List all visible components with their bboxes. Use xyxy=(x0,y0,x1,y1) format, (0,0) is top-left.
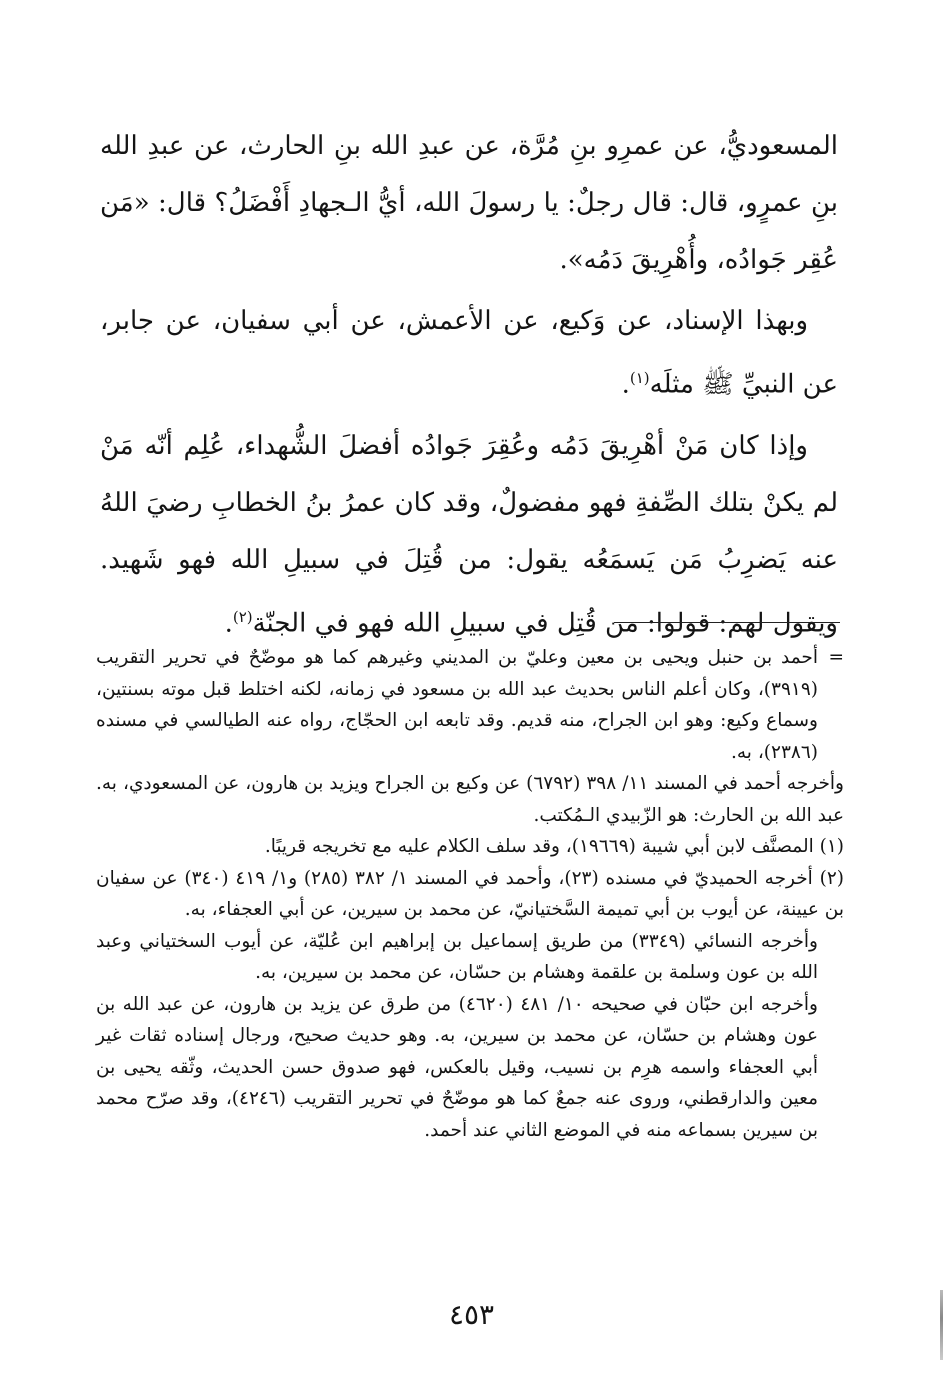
footnote-2-continuation-text: وأخرجه النسائي (٣٣٤٩) من طريق إسماعيل بن إبراهيم ابن عُليّة، عن أيوب السختياني وعبد الله بن عون وسلمة بن علقمة وهشام بن حسّان، عن محمد بن سيرين، به. xyxy=(96,930,818,983)
footnote-2-marker: (٢) xyxy=(819,867,844,889)
paragraph-1 xyxy=(100,118,838,289)
paragraph-1-text: المسعوديُّ، عن عمرِو بنِ مُرَّة، عن عبدِ الله بنِ الحارث، عن عبدِ الله بنِ عمرٍو، قال: قال رجلٌ: يا رسولَ الله، أيُّ الـجهادِ أَفْضَلُ؟ قال: «مَن عُقِر جَوادُه، وأُهْرِيقَ دَمُه». xyxy=(100,131,838,275)
paragraph-2-text: وبهذا الإسناد، عن وَكيع، عن الأعمش، عن أبي سفيان، عن جابر، عن النبيِّ ﷺ مثلَه xyxy=(100,306,838,400)
continuation-marker: = xyxy=(828,647,844,668)
footnote-1-text: المصنَّف لابن أبي شيبة (١٩٦٦٩)، وقد سلف الكلام عليه مع تخريجه قريبًا. xyxy=(264,836,814,857)
paragraph-3-text: وإذا كان مَنْ أهْرِيقَ دَمُه وعُقِرَ جَوادُه أفضلَ الشُّهداء، عُلِم أنّه مَنْ لم يكنْ بتلك الصِّفةِ فهو مفضولٌ، وقد كان عمرُ بنُ الخطابِ رضيَ اللهُ عنه يَضرِبُ مَن يَسمَعُه يقول: من قُتِلَ في سبيلِ الله فهو شَهيد. ويقول لهم: قولوا: من قُتِل في سبيلِ الله فهو في الجنّة xyxy=(100,430,838,639)
paragraph-3-end: . xyxy=(224,608,233,639)
footnote-ref-2[interactable]: (٢) xyxy=(232,607,253,626)
footnote-1 xyxy=(96,831,844,863)
footnotes xyxy=(96,642,844,1146)
footnote-continued-extra xyxy=(96,768,844,831)
footnote-2 xyxy=(96,863,844,926)
footnote-2-continuation xyxy=(96,926,844,989)
footnote-2-continuation xyxy=(96,989,844,1147)
paragraph-3 xyxy=(100,418,838,653)
footnote-2-continuation-text: وأخرجه ابن حبّان في صحيحه ١٠/ ٤٨١ (٤٦٢٠) من طرق عن يزيد بن هارون، عن عبد الله بن عون وهشام بن حسّان، عن محمد بن سيرين، به. وهو حديث صحيح، ورجال إسناده ثقات غير أبي العجفاء واسمه هرِم بن نسيب، وقيل بالعكس، فهو صدوق حسن الحديث، وثّقه يحيى بن معين والدارقطني، وروى عنه جمعٌ كما هو موضّحٌ في تحرير التقريب (٤٢٤٦)، وقد صرّح محمد بن سيرين بسماعه منه في الموضع الثاني عند أحمد. xyxy=(96,993,819,1141)
footnote-ref-1[interactable]: (١) xyxy=(629,369,650,387)
page-number: ٤٥٣ xyxy=(448,1298,495,1331)
footnote-1-marker: (١) xyxy=(819,836,844,857)
footnote-2-text: أخرجه الحميديّ في مسنده (٢٣)، وأحمد في المسند ١/ ٣٨٢ (٢٨٥) و١/ ٤١٩ (٣٤٠) عن سفيان بن عيينة، عن أيوب بن أبي تميمة السَّختيانيّ، عن محمد بن سيرين، عن أبي العجفاء، به. xyxy=(96,867,844,920)
paragraph-2 xyxy=(100,293,838,414)
paragraph-2-end: . xyxy=(621,369,630,400)
footnote-continued-text: أحمد بن حنبل ويحيى بن معين وعليّ بن المديني وغيرهم كما هو موضّحٌ في تحرير التقريب (٣٩١٩)، وكان أعلم الناس بحديث عبد الله بن مسعود في زمانه، لكنه اختلط قبل موته بسنتين، وسماع وكيع: وهو ابن الجراح، منه قديم. وقد تابعه ابن الحجّاج، رواه عنه الطيالسي في مسنده (٢٣٨٦)، به. xyxy=(96,647,818,763)
main-text xyxy=(100,118,838,656)
footnote-continued-extra-text: وأخرجه أحمد في المسند ١١/ ٣٩٨ (٦٧٩٢) عن وكيع بن الجراح ويزيد بن هارون، عن المسعودي، به. عبد الله بن الحارث: هو الزّبيدي الـمُكتب. xyxy=(96,773,844,826)
footnote-separator xyxy=(614,622,840,623)
footnote-continued xyxy=(96,642,844,768)
